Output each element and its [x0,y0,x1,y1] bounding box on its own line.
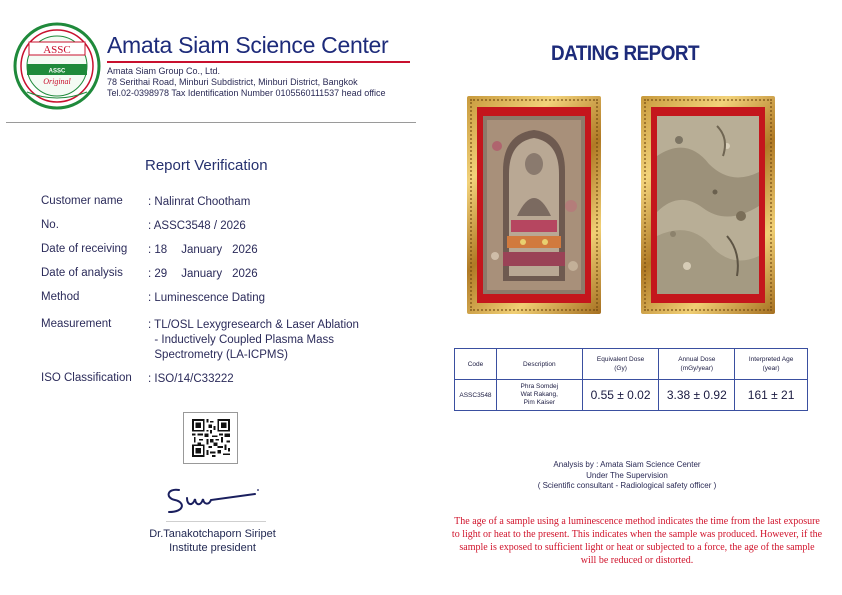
dating-report-title: DATING REPORT [551,42,700,65]
field-label: No. [41,219,59,231]
signature-line [166,521,266,522]
field-value: : Nalinrat Chootham [148,196,251,208]
header-divider [6,122,416,123]
amulet-back-image [657,116,759,294]
amulet-back-photo [641,96,775,314]
cell-interpreted-age: 161 ± 21 [735,380,808,411]
organization-name: Amata Siam Science Center [107,32,389,58]
col-header-description: Description [496,349,582,380]
field-value: : 29 January 2026 [148,268,258,280]
cell-description: Phra Somdej Wat Rakang, Pim Kaiser [496,380,582,411]
analysis-line: Under The Supervision [586,470,668,480]
col-header-equivalent-dose: Equivalent Dose (Gy) [582,349,659,380]
luminescence-disclaimer: The age of a sample using a luminescence method indicates the time from the last exposure to light or heat to the present. This indicates when the sample was produced. However, if the sample is exposed to sufficient light or heat or subjected to a force, the age of the sample will be reduced or distorted. [451,516,823,566]
analysis-by-block [502,460,752,492]
field-label: Date of analysis [41,267,123,279]
signature-mark [163,484,263,523]
institute-seal-logo [13,22,101,110]
field-label: ISO Classification [41,372,132,384]
col-header-interpreted-age: Interpreted Age (year) [735,349,808,380]
analysis-line: ( Scientific consultant - Radiological safety officer ) [537,481,717,490]
table-header-row [455,349,808,380]
cell-code: ASSC3548 [455,380,497,411]
contact-line: Tel.02-0398978 Tax Identification Number 0105560111537 head office [107,88,386,98]
amulet-front-photo [467,96,601,314]
amulet-front-image [483,116,585,294]
address-line: 78 Serithai Road, Minburi Subdistrict, Minburi District, Bangkok [107,77,358,87]
svg-text:ASSC: ASSC [43,44,71,56]
svg-text:Original: Original [43,77,71,86]
verification-qr-code[interactable] [183,412,238,464]
field-value: : TL/OSL Lexygresearch & Laser Ablation - Inductively Coupled Plasma Mass Spectrometry (LA-ICPMS) [148,319,359,361]
field-label: Measurement [41,318,112,330]
col-header-annual-dose: Annual Dose (mGy/year) [659,349,735,380]
signatory-block [140,527,285,555]
group-name: Amata Siam Group Co., Ltd. [107,66,221,76]
field-label: Customer name [41,195,123,207]
svg-text:ASSC: ASSC [48,68,66,75]
col-header-code: Code [455,349,497,380]
field-value: : ISO/14/C33222 [148,373,234,385]
report-verification-title: Report Verification [145,157,268,174]
field-value: : 18 January 2026 [148,244,258,256]
field-label: Method [41,291,80,303]
table-row [455,380,808,411]
organization-address-block [107,66,386,99]
analysis-line: Analysis by : Amata Siam Science Center [553,460,701,469]
field-value: : ASSC3548 / 2026 [148,220,246,232]
signatory-position: Institute president [169,542,256,554]
cell-equivalent-dose: 0.55 ± 0.02 [582,380,659,411]
cell-annual-dose: 3.38 ± 0.92 [659,380,735,411]
field-label: Date of receiving [41,243,128,255]
dating-results-table [454,348,808,411]
header-red-rule [107,61,410,63]
field-value: : Luminescence Dating [148,292,265,304]
signatory-name: Dr.Tanakotchaporn Siripet [149,528,276,540]
